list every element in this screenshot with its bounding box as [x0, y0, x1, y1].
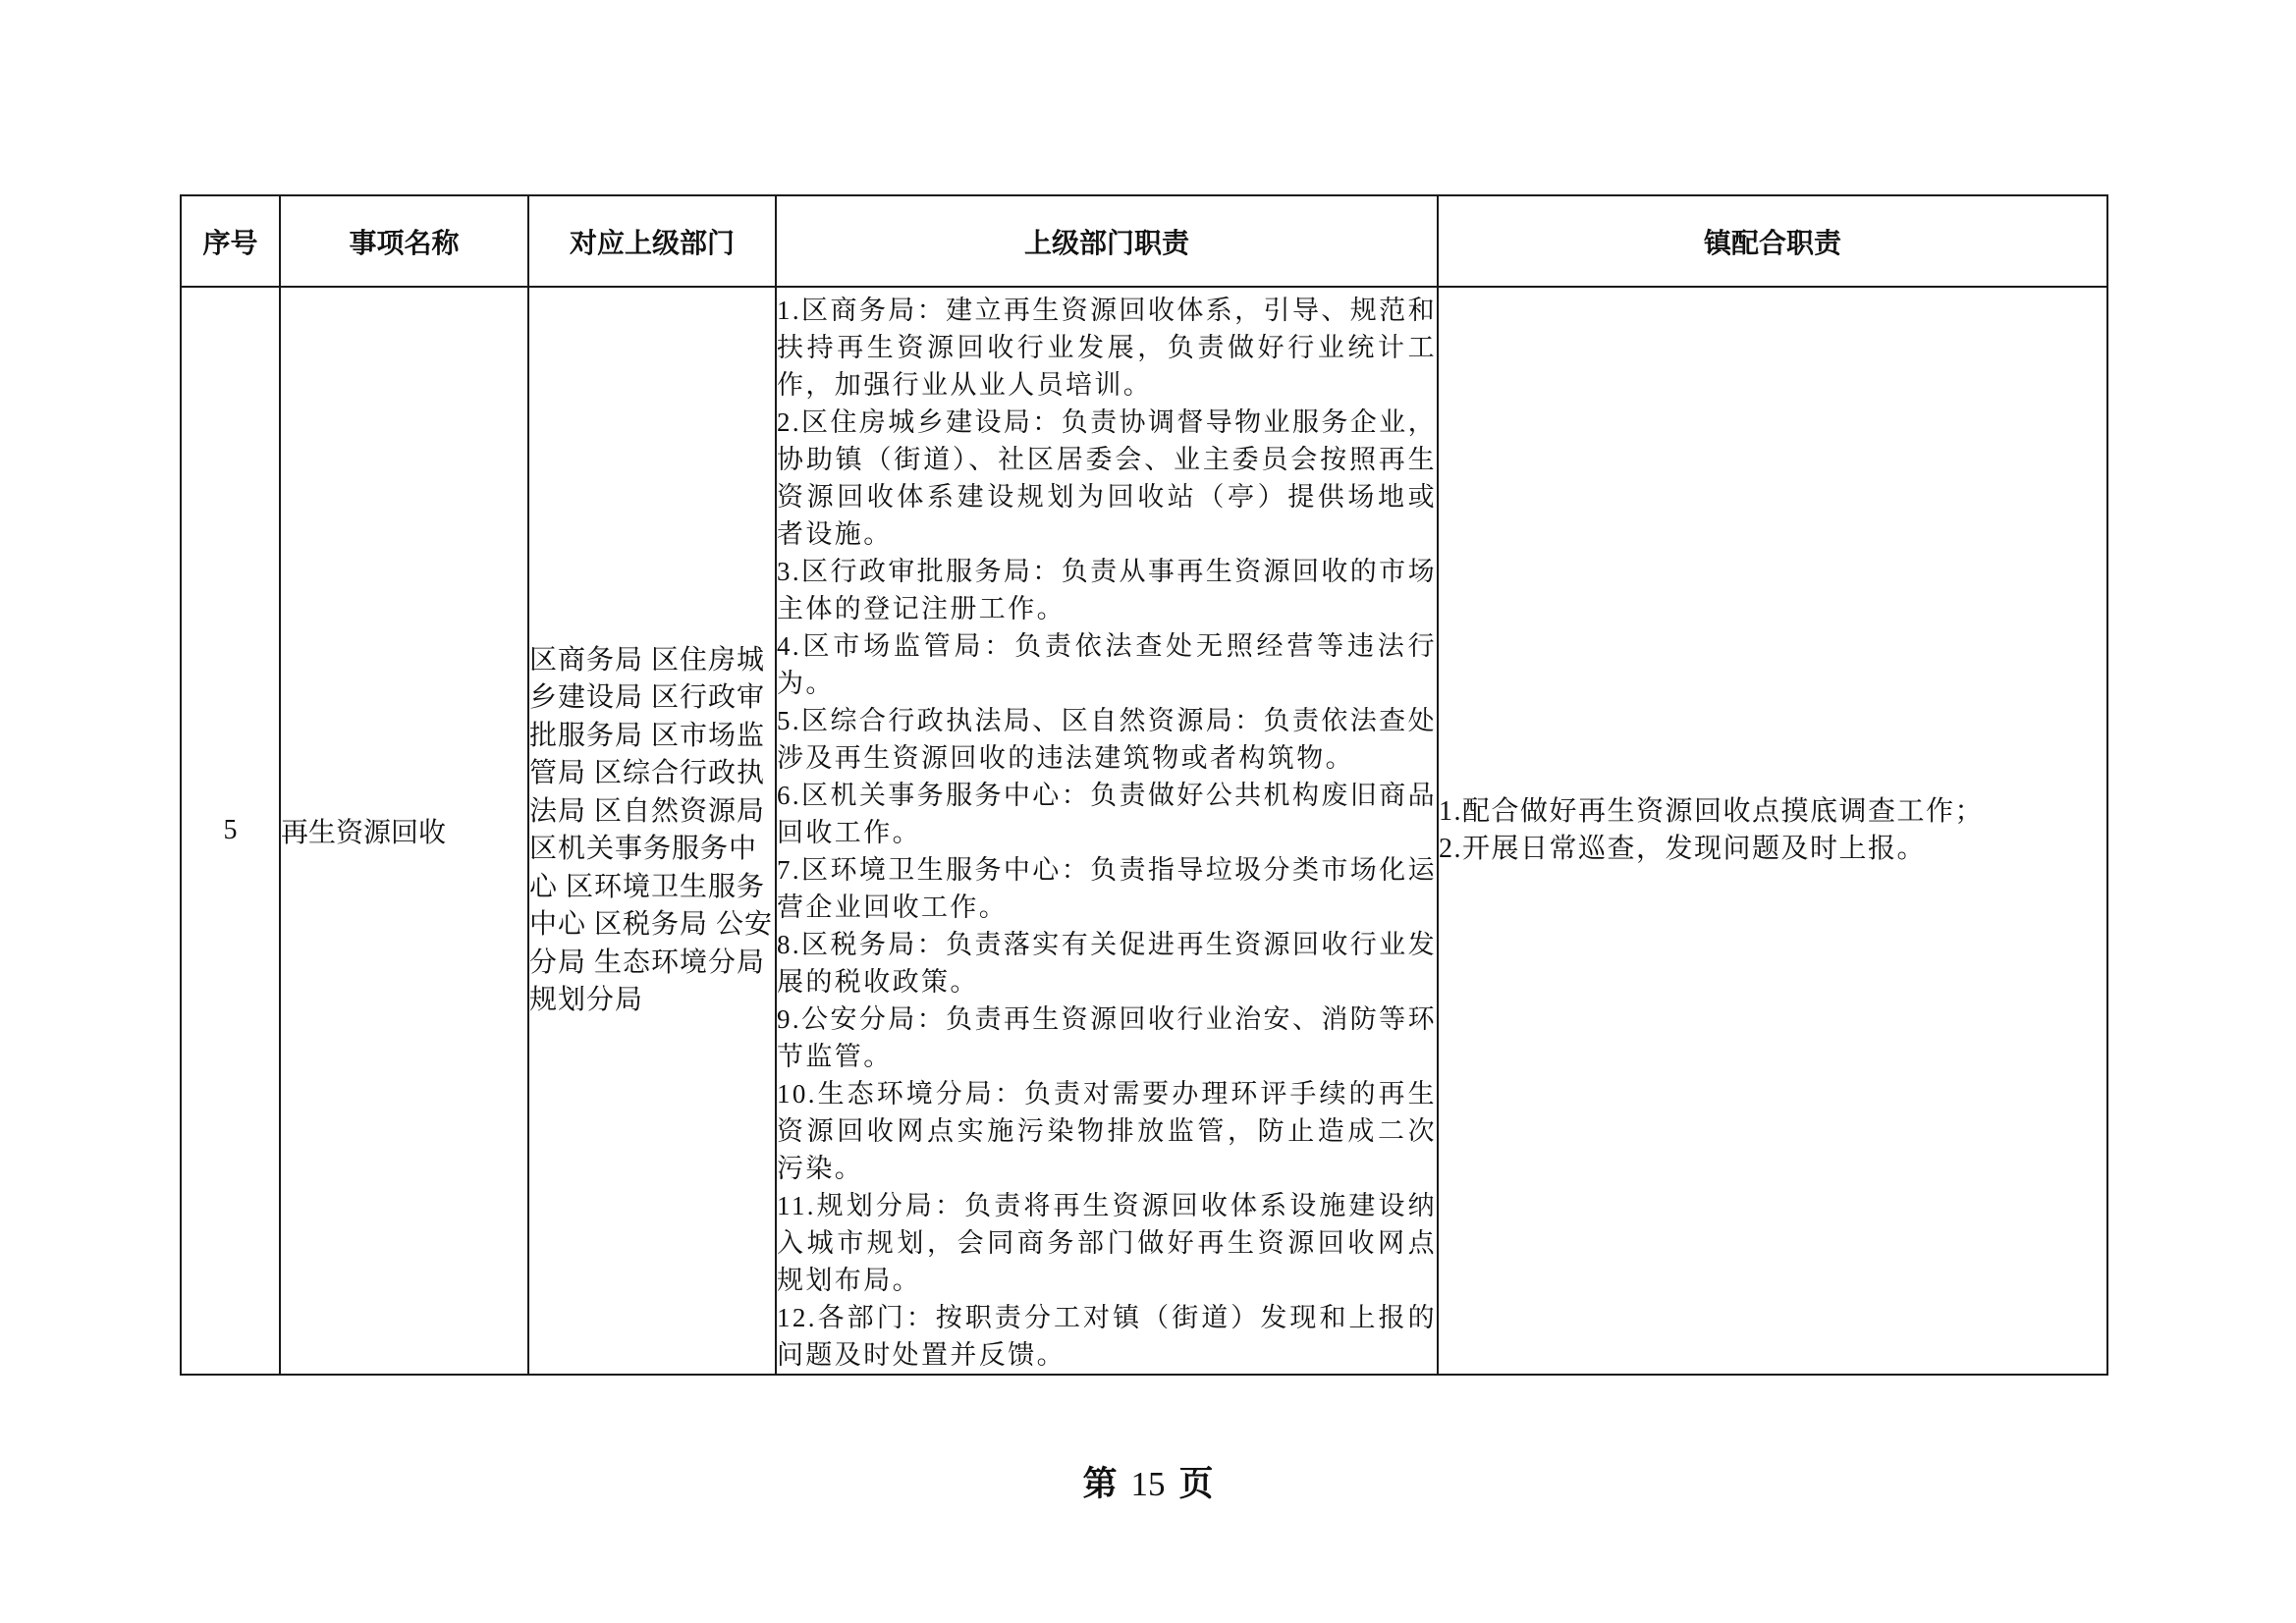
row-town-duties: [1438, 287, 2107, 1375]
duty-item: 1.区商务局：建立再生资源回收体系，引导、规范和扶持再生资源回收行业发展，负责做好行业统计工作，加强行业从业人员培训。: [777, 296, 1437, 400]
page-footer: [0, 1457, 2296, 1506]
page-number: 15: [1130, 1465, 1166, 1503]
table-row: [181, 287, 2107, 1375]
town-duty-item: 1.配合做好再生资源回收点摸底调查工作；: [1439, 796, 1985, 827]
duty-item: 7.区环境卫生服务中心：负责指导垃圾分类市场化运营企业回收工作。: [777, 855, 1437, 922]
row-dept-duties: [776, 287, 1438, 1375]
row-item-name: 再生资源回收: [280, 287, 528, 1375]
duty-item: 2.区住房城乡建设局：负责协调督导物业服务企业，协助镇（街道）、社区居委会、业主委员会按照再生资源回收体系建设规划为回收站（亭）提供场地或者设施。: [777, 407, 1437, 549]
dept-duty-list: [777, 288, 1437, 1374]
duty-item: 9.公安分局：负责再生资源回收行业治安、消防等环节监管。: [777, 1004, 1437, 1071]
duty-item: 5.区综合行政执法局、区自然资源局：负责依法查处涉及再生资源回收的违法建筑物或者构筑物。: [777, 706, 1437, 773]
matters-table: [180, 194, 2108, 1376]
duty-item: 12.各部门：按职责分工对镇（街道）发现和上报的问题及时处置并反馈。: [777, 1303, 1437, 1370]
header-item-name: 事项名称: [280, 195, 528, 287]
duty-item: 11.规划分局：负责将再生资源回收体系设施建设纳入城市规划，会同商务部门做好再生资源回收网点规划布局。: [777, 1191, 1437, 1295]
duty-item: 6.区机关事务服务中心：负责做好公共机构废旧商品回收工作。: [777, 781, 1437, 847]
duty-item: 3.区行政审批服务局：负责从事再生资源回收的市场主体的登记注册工作。: [777, 557, 1437, 623]
header-departments: 对应上级部门: [528, 195, 776, 287]
duty-item: 10.生态环境分局：负责对需要办理环评手续的再生资源回收网点实施污染物排放监管，防止造成二次污染。: [777, 1079, 1437, 1183]
duty-item: 8.区税务局：负责落实有关促进再生资源回收行业发展的税收政策。: [777, 930, 1437, 997]
row-index: 5: [181, 287, 280, 1375]
header-row: [181, 195, 2107, 287]
header-index: 序号: [181, 195, 280, 287]
town-duty-item: 2.开展日常巡查，发现问题及时上报。: [1439, 834, 1927, 864]
row-departments: 区商务局 区住房城乡建设局 区行政审批服务局 区市场监管局 区综合行政执法局 区自然资源局 区机关事务服务中心 区环境卫生服务中心 区税务局 公安分局 生态环境分局 规划分局: [528, 287, 776, 1375]
footer-prefix: 第: [1082, 1465, 1118, 1503]
footer-suffix: 页: [1178, 1465, 1214, 1503]
header-dept-duties: 上级部门职责: [776, 195, 1438, 287]
header-town-duties: 镇配合职责: [1438, 195, 2107, 287]
duty-item: 4.区市场监管局：负责依法查处无照经营等违法行为。: [777, 631, 1437, 698]
